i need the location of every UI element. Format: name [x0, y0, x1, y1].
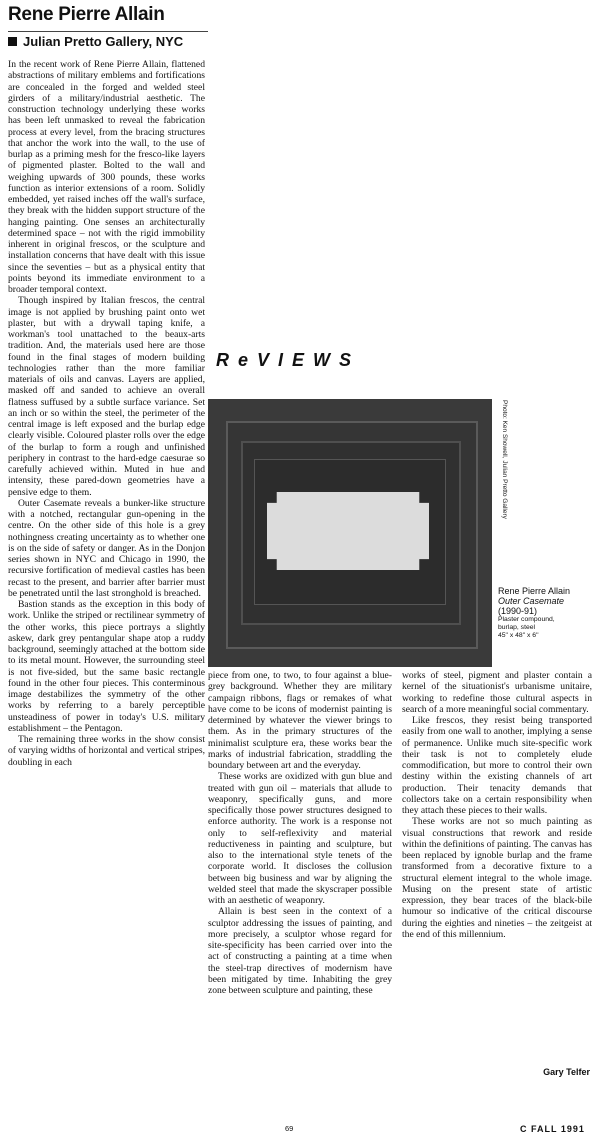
caption-title: Outer Casemate	[498, 596, 565, 606]
section-title: ReVIEWS	[216, 350, 361, 370]
title-divider	[8, 31, 208, 32]
paragraph: These works are oxidized with gun blue and treated with gun oil – materials that allude to weaponry, specifically guns, and more specifically those power structures designed to enforce authority. The work is a response not only to self-reflexivity and material reductiveness in painting and sculpture, but also to the international style tenets of the corporate world. It discloses the collusion between big business and war by aligning the welded steel that made the skyscraper possible with an aesthetic of weaponry.	[208, 771, 392, 906]
venue-label: Julian Pretto Gallery, NYC	[23, 34, 184, 49]
photo-credit-wrap	[497, 400, 509, 540]
paragraph: Like frescos, they resist being transported easily from one wall to another, implying a sense of permanence. Unlike much site-specific work their task is not to completely elude commodification, but more to control their own destiny within the existing channels of art production. Their tenacity demands that collectors take on a certain responsibility when they attach these pieces to their walls.	[402, 715, 592, 816]
page-number: 69	[285, 1124, 294, 1133]
paragraph: The remaining three works in the show consist of varying widths of horizontal and vertical stripes, doubling in each	[8, 734, 205, 768]
notched-gun-opening	[267, 492, 429, 570]
paragraph: Outer Casemate reveals a bunker-like structure with a notched, rectangular gun-opening in the centre. On the other side of this hole is a grey nothingness creating uncertainty as to whether one is on the side of safety or danger. As in the Donjon series shown in NYC and Chicago in 1990, the recursive fortification of medieval castles has been recast to the present, and barrier after barrier must be penetrated until the last stronghold is breached.	[8, 497, 205, 599]
caption-medium-2: burlap, steel	[498, 624, 536, 631]
issue-label: C FALL 1991	[520, 1124, 585, 1134]
paragraph: Allain is best seen in the context of a sculptor addressing the issues of painting, and more precisely, a sculptor whose regard for site-specificity has been carried over into the act of constructing a painting at a time when the steel-trap directives of modernism have been mitigated by time. Inhabiting the grey zone between sculpture and painting, these	[208, 906, 392, 996]
paragraph: These works are not so much painting as visual constructions that rework and reside within the definitions of painting. The canvas has been replaced by ignoble burlap and the frame transformed from a decorative fixture to a structural element integral to the whole image. Musing on the present state of artistic expression, they bear traces of the black-bile humour so indicative of the critical discourse during the eighties and nineties – the zeitgeist at the end of this millennium.	[402, 816, 592, 940]
venue-line	[8, 34, 268, 49]
article-column-1	[8, 59, 205, 768]
caption-year: (1990-91)	[498, 606, 538, 616]
paragraph: In the recent work of Rene Pierre Allain, flattened abstractions of military emblems and fortifications are concealed in the forged and welded steel girders of a military/industrial aesthetic. The construction technology underlying these works has been left unmasked to reveal the fabrication process at every level, from the bracing structures that anchor the work into the wall, to the use of burlap as a priming mesh for the fresco-like layers of pigmented plaster. Bolted to the wall and weighing upwards of 300 pounds, these works function as interior extensions of a room. Solidly embedded, yet raised inches off the wall's surface, they break with the hidden support structure of the hanging painting. One senses an architecturally determined space – not with the rigid immobility inherent in original frescos, or the sculpture and installation concerns that have dealt with this issue since the seventies – but as a physical entity that points beyond its immediate environment to a broader temporal context.	[8, 59, 205, 295]
caption-artist: Rene Pierre Allain	[498, 586, 571, 596]
caption-dimensions: 45" x 48" x 6"	[498, 632, 539, 639]
artwork-photo	[208, 399, 492, 667]
article-column-2	[208, 670, 392, 996]
photo-caption	[498, 586, 598, 640]
author-signature: Gary Telfer	[543, 1067, 590, 1077]
paragraph: Though inspired by Italian frescos, the central image is not applied by brushing paint onto wet plaster, but with a drywall taping knife, a workman's tool unattached to the beaux-arts tradition. And, the materials used here are those found in the final stages of modern building technologies rather than the more familiar materials of oils and canvas. Layers are applied, masked off and sanded to achieve an overall flatness suffused by a subtle surface variance. Set an inch or so within the steel, the perimeter of the central image is left exposed and the burlap edge clearly visible. Coloured plaster rolls over the edge of the burlap to form a rough and unfinished periphery in contrast to the hard-edge caesurae so carefully achieved within. Muted in hue and intensity, these pared-down geometries have a pensive edge to them.	[8, 295, 205, 498]
article-column-3	[402, 670, 592, 940]
paragraph: Bastion stands as the exception in this body of work. Unlike the striped or rectilinear symmetry of the other works, this piece portrays a slightly askew, dark grey pentangular shape atop a ruddy background, seemingly attached at the bottom side to its metal mount. However, the surrounding steel is not five-sided, but the same basic rectangle found in the other four pieces. This conterminous image destabilizes the symmetry of the other works by referring to a barely perceptible unsteadiness of power in today's U.S. military establishment – the Pentagon.	[8, 599, 205, 734]
photo-credit: Photo: Ken Showell, Julian Pretto Gallery	[501, 400, 508, 519]
square-bullet-icon	[8, 37, 17, 46]
paragraph: works of steel, pigment and plaster contain a kernel of the situationist's urbanisme unitaire, working to redefine those cultural aspects in search of a more meaningful social commentary.	[402, 670, 592, 715]
caption-medium-1: Plaster compound,	[498, 616, 555, 623]
article-title: Rene Pierre Allain	[8, 4, 165, 25]
paragraph: piece from one, to two, to four against a blue-grey background. Whether they are military campaign ribbons, flags or remakes of what have come to be icons of modernist painting is determined by whatever the viewer brings to them. As in the primary structures of the minimalist sculpture era, these works bear the marks of industrial fabrication, straddling the boundary between art and the everyday.	[208, 670, 392, 771]
